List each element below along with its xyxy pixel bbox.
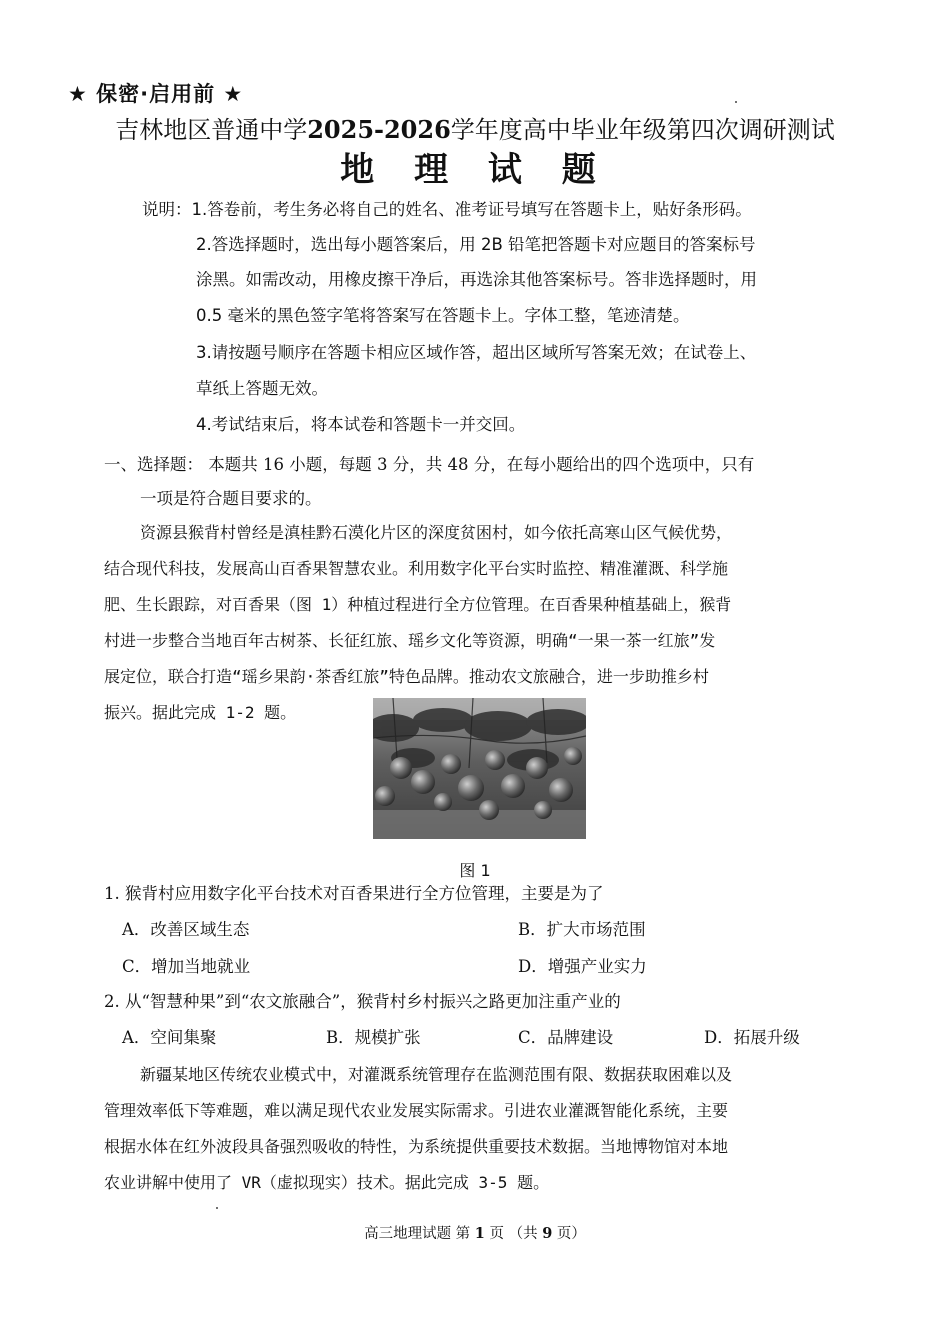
passage-line: 根据水体在红外波段具备强烈吸收的特性，为系统提供重要技术数据。当地博物馆对本地 [104, 1137, 729, 1156]
q1-option-d: D．增强产业实力 [518, 957, 647, 976]
passage-line: 振兴。据此完成 1-2 题。 [104, 703, 297, 722]
passage-line: 展定位，联合打造“瑶乡果韵·茶香红旅”特色品牌。推动农文旅融合，进一步助推乡村 [104, 667, 709, 686]
footer-label: 页 （共 [484, 1226, 543, 1242]
instruction-line: 草纸上答题无效。 [196, 379, 328, 398]
passage-line: 管理效率低下等难题，难以满足现代农业发展实际需求。引进农业灌溉智能化系统，主要 [104, 1101, 729, 1120]
exam-header-part-a: 吉林地区普通中学 [115, 116, 308, 144]
page-total: 9 [542, 1225, 553, 1242]
page-footer [0, 1222, 950, 1243]
passion-fruit-photo [373, 698, 586, 839]
q1-option-b: B．扩大市场范围 [518, 920, 646, 939]
instruction-line: 0.5 毫米的黑色签字笔将答案写在答题卡上。字体工整，笔迹清楚。 [196, 306, 690, 325]
q1-option-a: A．改善区域生态 [122, 920, 250, 939]
instruction-line: 2.答选择题时，选出每小题答案后，用 2B 铅笔把答题卡对应题目的答案标号 [196, 235, 756, 254]
confidential-mark: ★ 保密·启用前 ★ [68, 82, 244, 106]
question-2-stem: 2. 从“智慧种果”到“农文旅融合”，猴背村乡村振兴之路更加注重产业的 [104, 992, 621, 1011]
instruction-line: 涂黑。如需改动，用橡皮擦干净后，再选涂其他答案标号。答非选择题时，用 [196, 270, 757, 289]
instruction-line: 3.请按题号顺序在答题卡相应区域作答，超出区域所写答案无效；在试卷上、 [196, 343, 757, 362]
q2-option-b: B．规模扩张 [326, 1028, 421, 1047]
section-heading: 一、选择题： 本题共 16 小题，每题 3 分，共 48 分，在每小题给出的四个选项中，只有 [104, 455, 755, 474]
figure-caption: 图 1 [459, 861, 491, 880]
passage-line: 肥、生长跟踪，对百香果（图 1）种植过程进行全方位管理。在百香果种植基础上，猴背 [104, 595, 732, 614]
exam-year: 2025-2026 [307, 115, 451, 144]
question-1-stem: 1. 猴背村应用数字化平台技术对百香果进行全方位管理，主要是为了 [104, 884, 604, 903]
passage-line: 农业讲解中使用了 VR（虚拟现实）技术。据此完成 3-5 题。 [104, 1173, 550, 1192]
q2-option-a: A．空间集聚 [122, 1028, 217, 1047]
scan-speck [216, 1207, 218, 1209]
passage-line: 结合现代科技，发展高山百香果智慧农业。利用数字化平台实时监控、精准灌溉、科学施 [104, 559, 729, 578]
passage-line: 新疆某地区传统农业模式中，对灌溉系统管理存在监测范围有限、数据获取困难以及 [140, 1065, 733, 1084]
footer-label: 高三地理试题 第 [364, 1226, 475, 1242]
q2-option-d: D．拓展升级 [704, 1028, 800, 1047]
exam-header [0, 110, 950, 145]
scan-speck [735, 101, 737, 103]
exam-header-part-b: 学年度高中毕业年级第四次调研测试 [450, 116, 835, 144]
page-number: 1 [474, 1225, 485, 1242]
passage-line: 资源县猴背村曾经是滇桂黔石漠化片区的深度贫困村，如今依托高寒山区气候优势， [140, 523, 733, 542]
page-title: 地 理 试 题 [340, 150, 610, 190]
instruction-line: 说明：1.答卷前，考生务必将自己的姓名、准考证号填写在答题卡上，贴好条形码。 [142, 200, 752, 219]
passage-line: 村进一步整合当地百年古树茶、长征红旅、瑶乡文化等资源，明确“一果一茶一红旅”发 [104, 631, 716, 650]
footer-label: 页） [552, 1226, 586, 1242]
q1-option-c: C．增加当地就业 [122, 957, 251, 976]
instruction-line: 4.考试结束后，将本试卷和答题卡一并交回。 [196, 415, 526, 434]
q2-option-c: C．品牌建设 [518, 1028, 614, 1047]
section-heading-cont: 一项是符合题目要求的。 [140, 489, 322, 508]
